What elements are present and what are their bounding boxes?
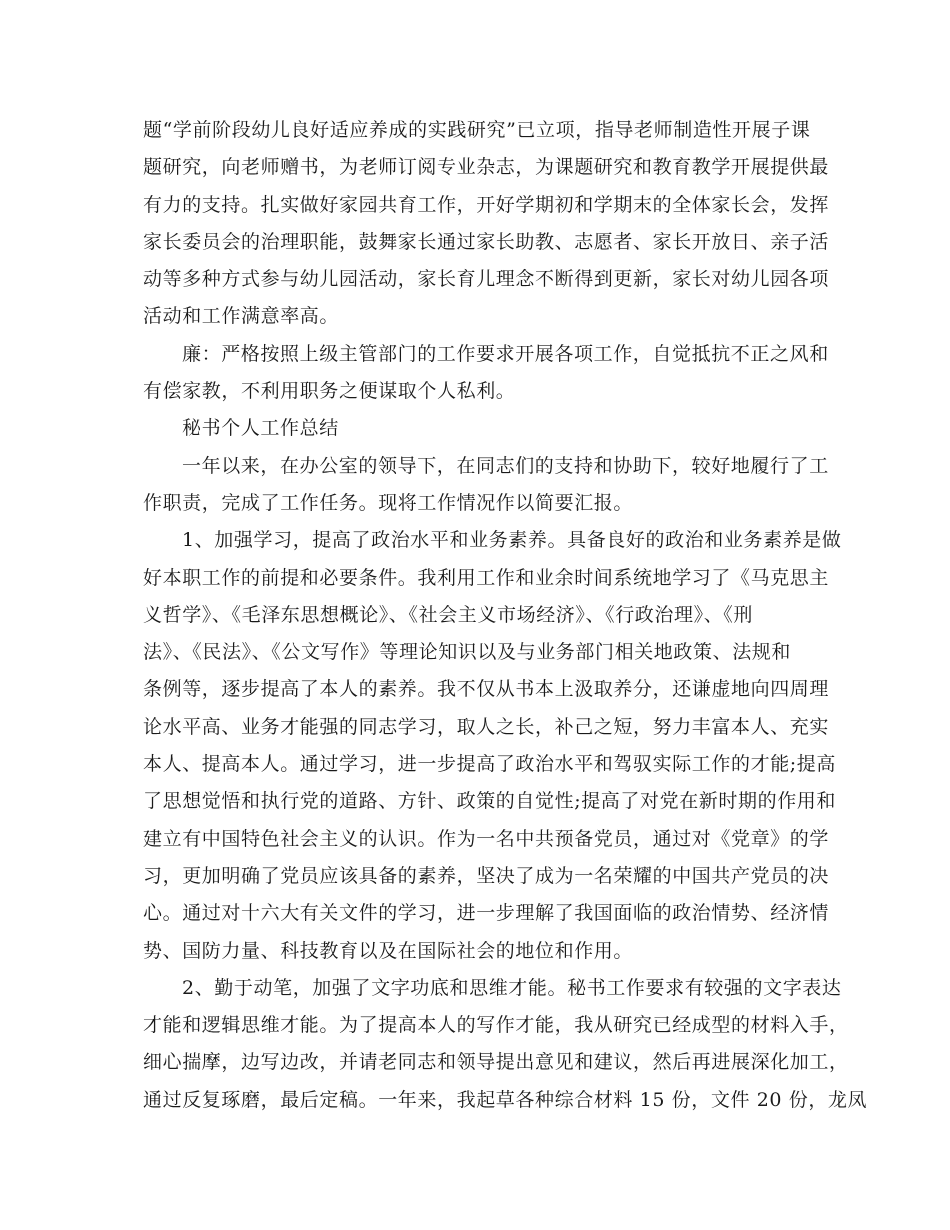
text-line: 论水平高、业务才能强的同志学习，取人之长，补己之短，努力丰富本人、充实 [143,715,830,738]
text-line: 细心揣摩，边写边改，并请老同志和领导提出意见和建议，然后再进展深化加工， [143,1051,849,1074]
text-line: 本人、提高本人。通过学习，进一步提高了政治水平和驾驭实际工作的才能;提高 [143,753,837,776]
text-line: 2、勤于动笔，加强了文字功底和思维才能。秘书工作要求有较强的文字表达 [182,976,842,999]
text-line: 作职责，完成了工作任务。现将工作情况作以简要汇报。 [143,491,634,514]
text-line: 1、加强学习，提高了政治水平和业务素养。具备良好的政治和业务素养是做 [182,529,842,552]
text-line: 廉：严格按照上级主管部门的工作要求开展各项工作，自觉抵抗不正之风和 [182,342,829,365]
text-line: 义哲学》、《毛泽东思想概论》、《社会主义市场经济》、《行政治理》、《刑 [143,603,754,626]
text-line: 动等多种方式参与幼儿园活动，家长育儿理念不断得到更新，家长对幼儿园各项 [143,268,830,291]
text-line: 好本职工作的前提和必要条件。我利用工作和业余时间系统地学习了《马克思主 [143,566,830,589]
text-line: 题研究，向老师赠书，为老师订阅专业杂志，为课题研究和教育教学开展提供最 [143,156,830,179]
text-line: 了思想觉悟和执行党的道路、方针、政策的自觉性;提高了对党在新时期的作用和 [143,790,837,813]
text-line: 通过反复琢磨，最后定稿。一年来，我起草各种综合材料 15 份，文件 20 份，龙凤 [143,1088,868,1111]
text-line: 条例等，逐步提高了本人的素养。我不仅从书本上汲取养分，还谦虚地向四周理 [143,678,830,701]
text-line: 心。通过对十六大有关文件的学习，进一步理解了我国面临的政治情势、经济情 [143,902,830,925]
text-line: 才能和逻辑思维才能。为了提高本人的写作才能，我从研究已经成型的材料入手， [143,1014,849,1037]
text-line: 建立有中国特色社会主义的认识。作为一名中共预备党员，通过对《党章》的学 [143,827,830,850]
text-line: 活动和工作满意率高。 [143,305,340,328]
text-line: 家长委员会的治理职能，鼓舞家长通过家长助教、志愿者、家长开放日、亲子活 [143,230,830,253]
text-line: 秘书个人工作总结 [182,417,339,440]
text-line: 有偿家教，不利用职务之便谋取个人私利。 [143,380,516,403]
text-line: 有力的支持。扎实做好家园共育工作，开好学期初和学期末的全体家长会，发挥 [143,193,830,216]
text-line: 题“学前阶段幼儿良好适应养成的实践研究”已立项，指导老师制造性开展子课 [143,119,811,141]
text-line: 法》、《民法》、《公文写作》等理论知识以及与业务部门相关地政策、法规和 [143,641,792,664]
text-line: 一年以来，在办公室的领导下，在同志们的支持和协助下，较好地履行了工 [182,454,829,477]
document-body [143,112,868,1119]
text-line: 习，更加明确了党员应该具备的素养，坚决了成为一名荣耀的中国共产党员的决 [143,864,830,887]
text-line: 势、国防力量、科技教育以及在国际社会的地位和作用。 [143,939,634,962]
